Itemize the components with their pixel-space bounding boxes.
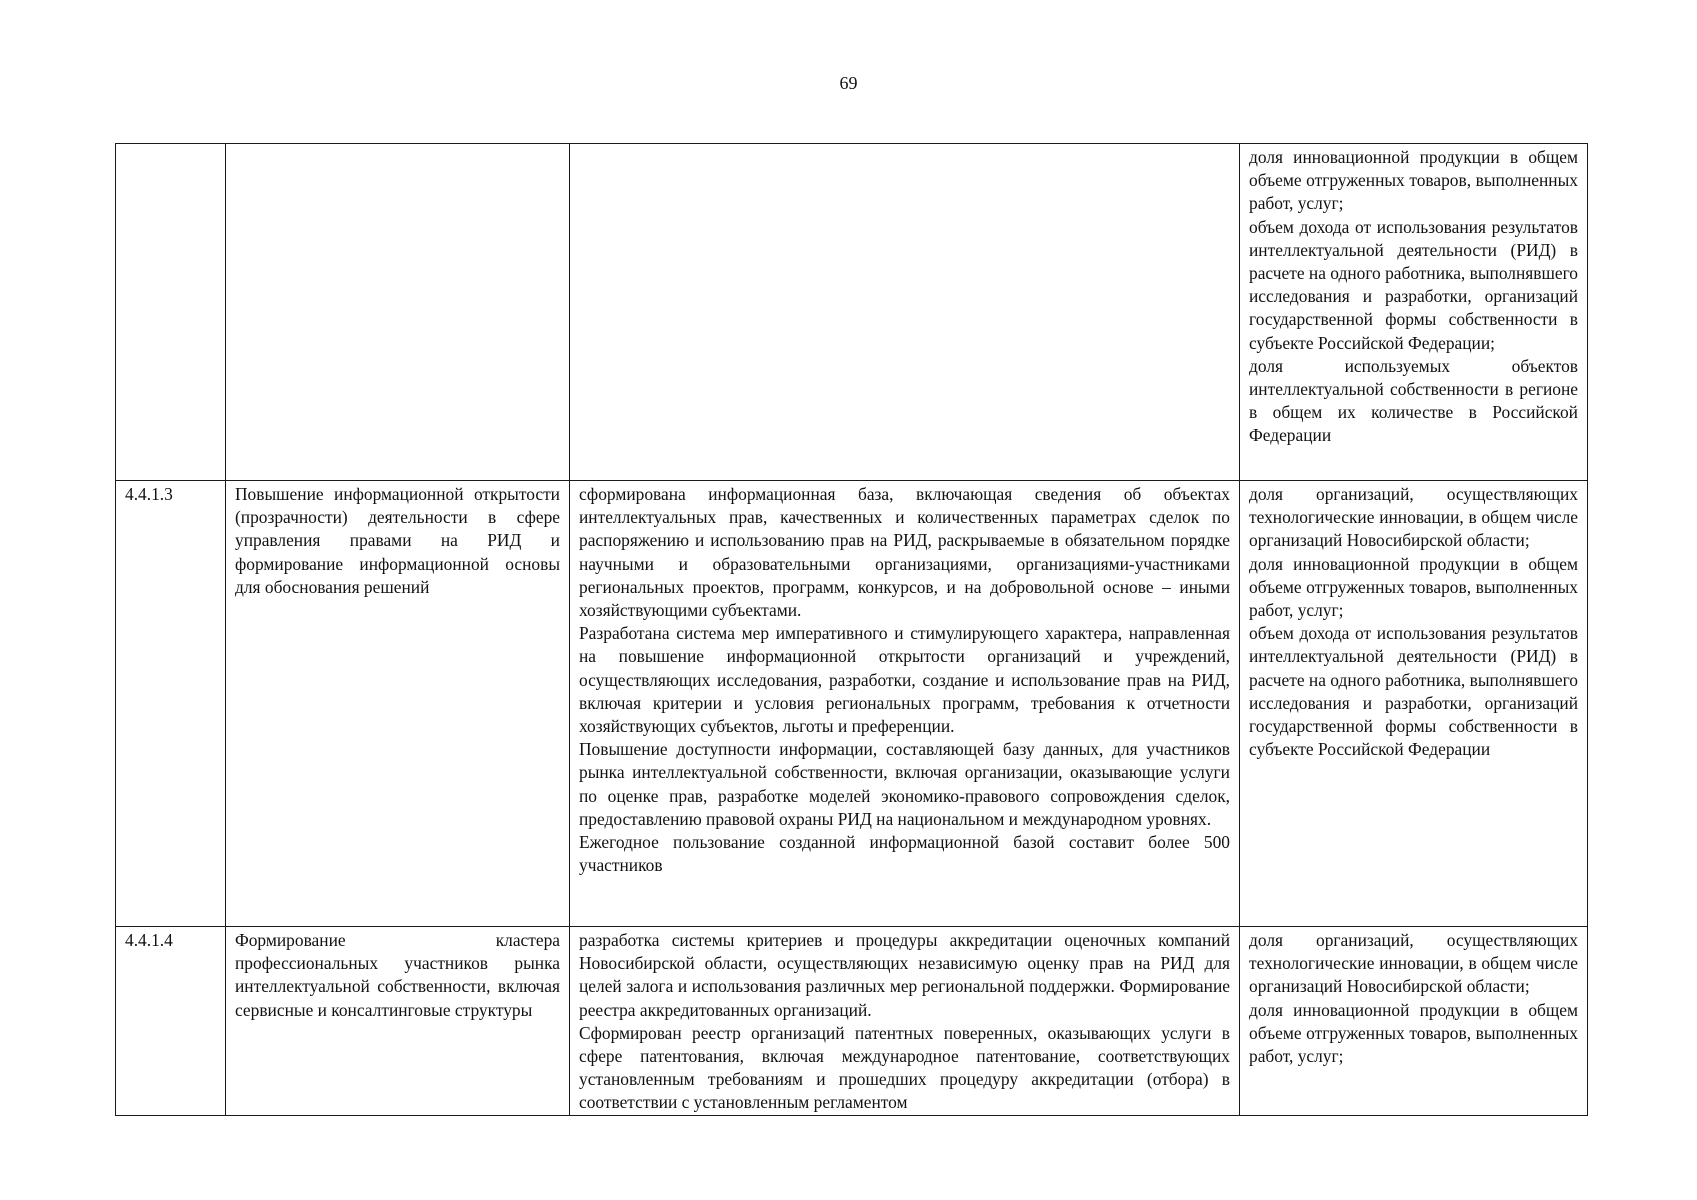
measure-indicators-cell	[1240, 481, 1588, 927]
indicator-item: объем дохода от использования результатов интеллектуальной деятельности (РИД) в расчете на одного работника, выполнявшего исследования и разработки, организаций государственной формы собственности в субъекте Российской Федерации	[1249, 623, 1578, 760]
result-paragraph: Ежегодное пользование созданной информационной базой составит более 500 участников	[579, 832, 1230, 876]
indicator-item: доля инновационной продукции в общем объеме отгруженных товаров, выполненных работ, услуг;	[1249, 999, 1578, 1067]
measure-number-cell: 4.4.1.4	[116, 927, 226, 1116]
indicator-item: доля организаций, осуществляющих технологические инновации, в общем числе организаций Новосибирской области;	[1249, 484, 1578, 551]
measure-indicators-cell	[1240, 144, 1588, 481]
table-row	[116, 481, 1588, 927]
measure-title-cell: Формирование кластера профессиональных участников рынка интеллектуальной собственности, включая сервисные и консалтинговые структуры	[226, 927, 570, 1116]
indicator-item: доля организаций, осуществляющих технологические инновации, в общем числе организаций Новосибирской области;	[1249, 930, 1578, 997]
result-paragraph: Сформирован реестр организаций патентных поверенных, оказывающих услуги в сфере патентования, включая международное патентование, соответствующих установленным требованиям и прошедших процедуру аккредитации (отбора) в соответствии с установленным регламентом	[579, 1022, 1230, 1113]
table-row	[116, 144, 1588, 481]
indicator-item: объем дохода от использования результатов интеллектуальной деятельности (РИД) в расчете на одного работника, выполнявшего исследования и разработки, организаций государственной формы собственности в субъекте Российской Федерации;	[1249, 216, 1578, 353]
measures-table	[115, 143, 1588, 1116]
measure-title-cell: Повышение информационной открытости (прозрачности) деятельности в сфере управления правами на РИД и формирование информационной основы для обоснования решений	[226, 481, 570, 927]
measure-results-cell	[570, 144, 1240, 481]
table-row	[116, 927, 1588, 1116]
measure-number-cell	[116, 144, 226, 481]
page-number: 69	[839, 73, 858, 93]
result-paragraph: Разработана система мер императивного и стимулирующего характера, направленная на повышение информационной открытости организаций и учреждений, осуществляющих исследования, разработки, создание и использование прав на РИД, включая критерии и условия региональных программ, требования к отчетности хозяйствующих субъектов, льготы и преференции.	[579, 623, 1230, 737]
measure-results-cell	[570, 927, 1240, 1116]
measure-title-cell	[226, 144, 570, 481]
indicator-item: доля инновационной продукции в общем объеме отгруженных товаров, выполненных работ, услуг;	[1249, 553, 1578, 621]
indicator-item: доля инновационной продукции в общем объеме отгруженных товаров, выполненных работ, услуг;	[1249, 147, 1578, 214]
measure-results-cell	[570, 481, 1240, 927]
indicator-item: доля используемых объектов интеллектуальной собственности в регионе в общем их количестве в Российской Федерации	[1249, 355, 1578, 446]
measure-number-cell: 4.4.1.3	[116, 481, 226, 927]
result-paragraph: разработка системы критериев и процедуры аккредитации оценочных компаний Новосибирской области, осуществляющих независимую оценку прав на РИД для целей залога и использования различных мер региональной поддержки. Формирование реестра аккредитованных организаций.	[579, 930, 1230, 1020]
measure-indicators-cell	[1240, 927, 1588, 1116]
result-paragraph: сформирована информационная база, включающая сведения об объектах интеллектуальных прав, качественных и количественных параметрах сделок по распоряжению и использованию прав на РИД, раскрываемые в обязательном порядке научными и образовательными организациями, организациями-участниками региональных проектов, программ, конкурсов, и на добровольной основе – иными хозяйствующими субъектами.	[579, 484, 1230, 621]
result-paragraph: Повышение доступности информации, составляющей базу данных, для участников рынка интеллектуальной собственности, включая организации, оказывающие услуги по оценке прав, разработке моделей экономико-правового сопровождения сделок, предоставлению правовой охраны РИД на национальном и международном уровнях.	[579, 739, 1230, 829]
